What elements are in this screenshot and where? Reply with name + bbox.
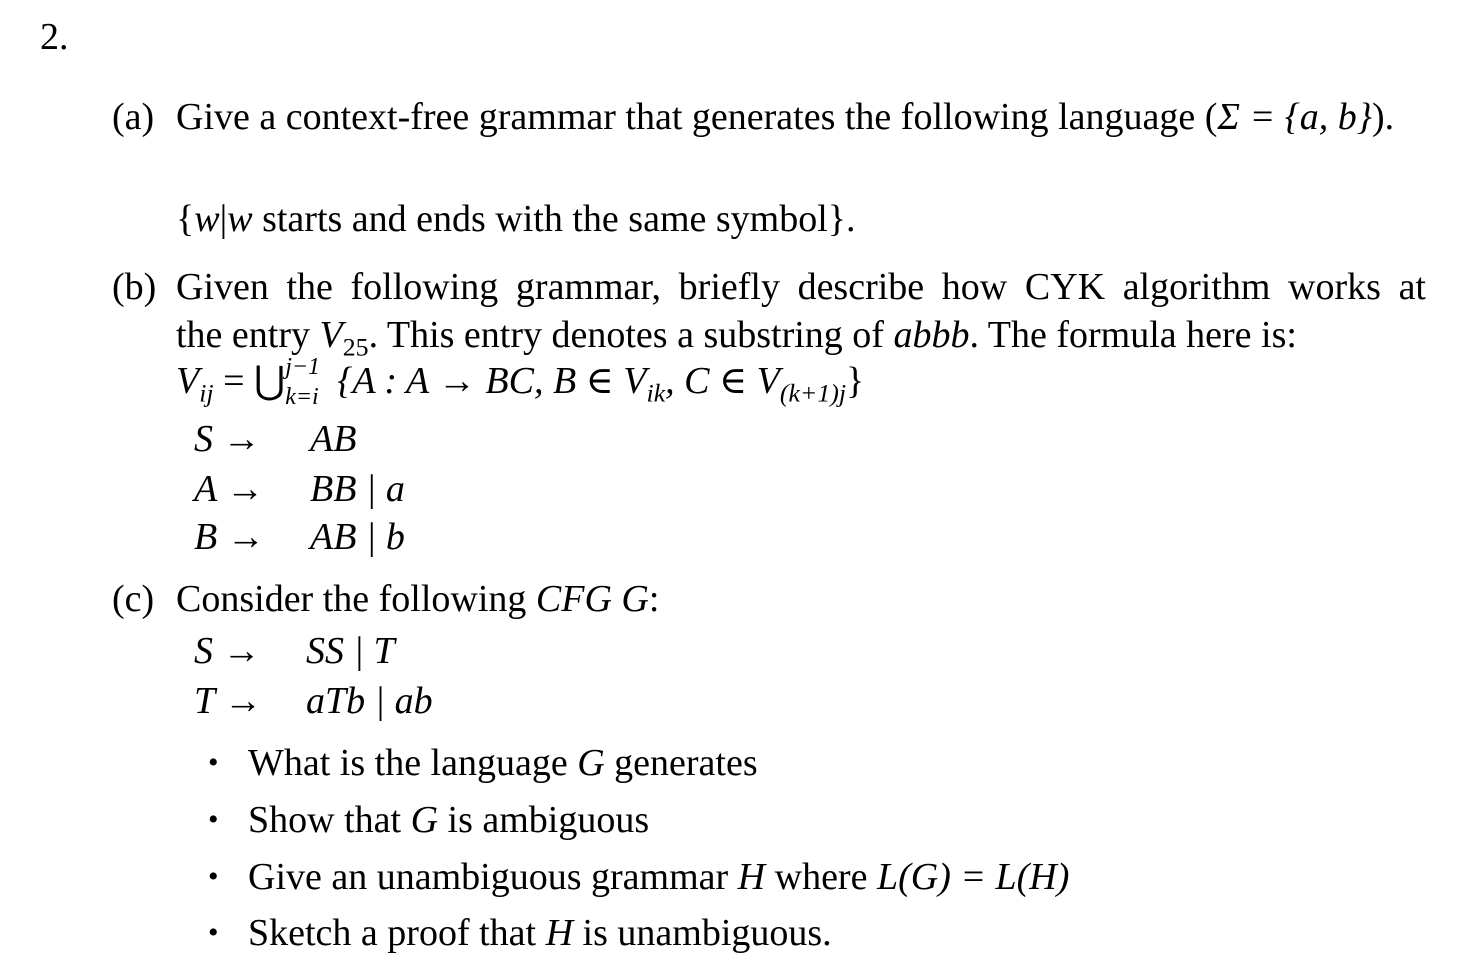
- c-rule-1-lhs: S →: [194, 630, 261, 672]
- line2-pre: the entry: [176, 314, 320, 356]
- bullet-2-post: is ambiguous: [438, 799, 650, 841]
- bullet-4-dot: •: [208, 916, 219, 949]
- entry-sub: 25: [342, 332, 369, 362]
- formula-sup: j−1: [285, 354, 321, 381]
- c-rule-2-lhs: T →: [194, 680, 262, 722]
- bullet-2-math: G: [410, 799, 439, 841]
- b-rule-2-rhs: BB | a: [310, 468, 405, 510]
- bullet-3: [248, 858, 1069, 896]
- part-c-intro-end: :: [648, 578, 660, 620]
- bullet-1-pre: What is the language: [248, 742, 578, 784]
- set-bar: |: [219, 198, 228, 240]
- part-a-language: [176, 200, 856, 238]
- language-description: starts and ends with the same symbol: [252, 198, 828, 240]
- bullet-2: [248, 801, 649, 839]
- bullet-3-math: H: [737, 856, 766, 898]
- part-a-sigma: Σ = {a, b}: [1217, 96, 1373, 138]
- bullet-4: [248, 914, 832, 952]
- problem-number: 2.: [40, 16, 69, 58]
- var-w: w: [194, 198, 220, 240]
- bullet-2-pre: Show that: [248, 799, 411, 841]
- bullet-3-math2: L(G) = L(H): [876, 856, 1070, 898]
- var-w-2: w: [227, 198, 253, 240]
- cyk-formula: [176, 354, 865, 411]
- formula-body: {A : A → BC, B ∈ V: [337, 360, 647, 402]
- bullet-3-pre: Give an unambiguous grammar: [248, 856, 738, 898]
- formula-lhs-sub: ij: [199, 378, 214, 408]
- b-rule-3-rhs: AB | b: [310, 516, 405, 558]
- bullet-3-post: where: [765, 856, 877, 898]
- b-rule-2-lhs: A →: [194, 468, 265, 510]
- formula-lhs: V: [176, 360, 200, 402]
- part-a-text: Give a context-free grammar that generates the following language (: [176, 96, 1218, 138]
- formula-body-mid: , C ∈ V: [665, 360, 780, 402]
- bullet-4-post: is unambiguous.: [573, 912, 832, 954]
- line2-end: . The formula here is:: [969, 314, 1297, 356]
- set-open-brace: {: [176, 198, 195, 240]
- bullet-1-post: generates: [604, 742, 758, 784]
- formula-sub: k=i: [285, 384, 319, 411]
- part-c-intro: [176, 580, 659, 618]
- part-c-cfg-g: CFG G: [535, 578, 649, 620]
- line2-mid: . This entry denotes a substring of: [368, 314, 894, 356]
- bullet-1-dot: •: [208, 746, 219, 779]
- c-rule-1-rhs: SS | T: [306, 630, 395, 672]
- bullet-3-dot: •: [208, 860, 219, 893]
- part-a-label: (a): [112, 96, 155, 138]
- part-b-line1: Given the following grammar, briefly describe how CYK algorithm works at: [176, 266, 1426, 308]
- part-b-line2: [176, 314, 1426, 362]
- formula-body-end: }: [846, 360, 865, 402]
- substring: abbb: [893, 314, 970, 356]
- part-c-intro-text: Consider the following: [176, 578, 536, 620]
- bullet-4-pre: Sketch a proof that: [248, 912, 546, 954]
- part-a-text-end: ).: [1372, 96, 1395, 138]
- formula-sub-ik: ik: [646, 378, 666, 408]
- bullet-2-dot: •: [208, 803, 219, 836]
- b-rule-1-lhs: S →: [194, 418, 261, 460]
- b-rule-3-lhs: B →: [194, 516, 265, 558]
- part-a-question: [176, 98, 1394, 136]
- part-b-label: (b): [112, 266, 157, 308]
- b-rule-1-rhs: AB: [310, 418, 357, 460]
- formula-sub-k1j: (k+1)j: [779, 378, 847, 408]
- part-c-label: (c): [112, 578, 155, 620]
- bullet-1-math: G: [577, 742, 605, 784]
- bullet-1: [248, 744, 758, 782]
- bullet-4-math: H: [545, 912, 574, 954]
- c-rule-2-rhs: aTb | ab: [306, 680, 433, 722]
- entry-var: V: [319, 314, 343, 356]
- set-close-brace: }.: [827, 198, 856, 240]
- formula-union: = ⋃: [213, 360, 286, 402]
